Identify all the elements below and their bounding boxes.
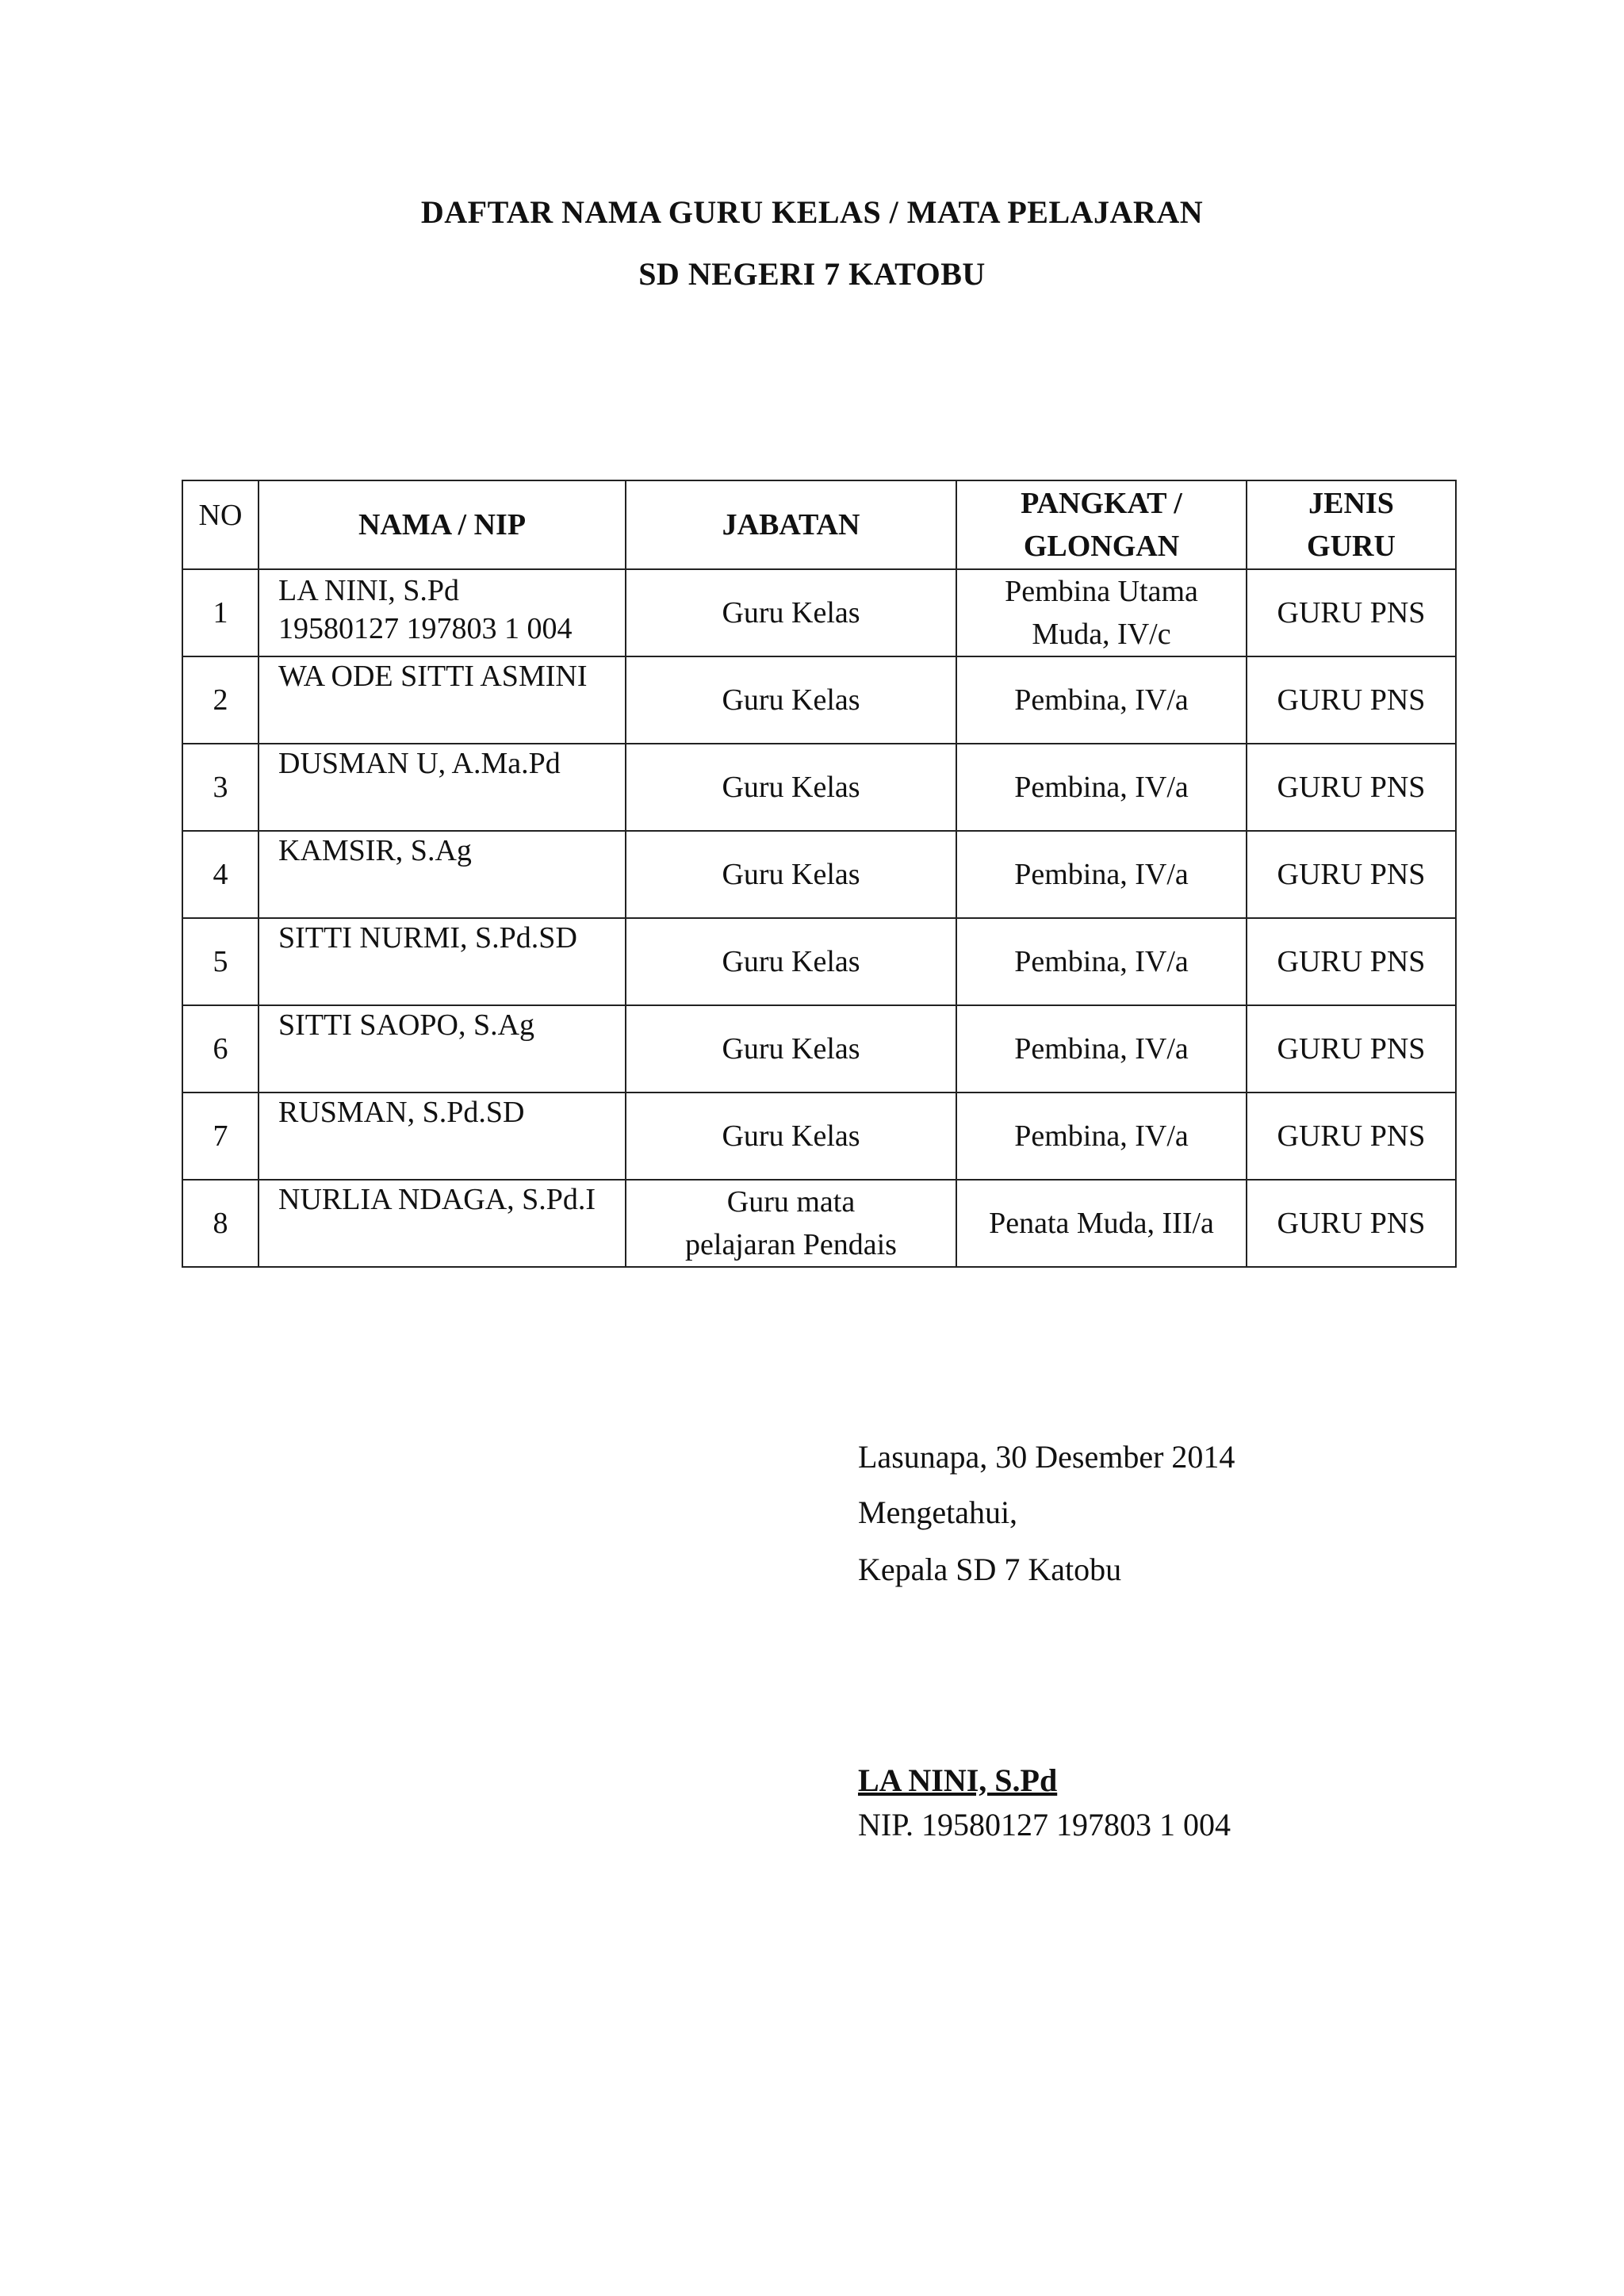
row-name: LA NINI, S.Pd — [278, 574, 460, 607]
row-type: GURU PNS — [1247, 918, 1456, 1005]
row-rank: Pembina, IV/a — [956, 918, 1247, 1005]
acknowledged-label: Mengetahui, — [858, 1494, 1018, 1530]
table-row — [182, 1093, 1456, 1180]
row-name-cell — [259, 1005, 626, 1093]
table-row — [182, 569, 1456, 656]
principal-title: Kepala SD 7 Katobu — [858, 1552, 1122, 1587]
header-name: NAMA / NIP — [259, 480, 626, 569]
row-name-cell — [259, 918, 626, 1005]
row-rank-line1: Pembina Utama — [1005, 575, 1198, 608]
row-type: GURU PNS — [1247, 1093, 1456, 1180]
row-position — [626, 569, 956, 656]
row-position: Guru Kelas — [626, 918, 956, 1005]
document-title: DAFTAR NAMA GURU KELAS / MATA PELAJARAN — [420, 194, 1204, 230]
row-type: GURU PNS — [1247, 1180, 1456, 1267]
row-name-cell — [259, 831, 626, 918]
row-nip: 19580127 197803 1 004 — [278, 612, 573, 645]
row-type: GURU PNS — [1247, 569, 1456, 656]
row-rank: Pembina, IV/a — [956, 744, 1247, 831]
table-row — [182, 918, 1456, 1005]
row-position — [626, 1180, 956, 1267]
row-position: Guru Kelas — [626, 744, 956, 831]
row-type: GURU PNS — [1247, 1005, 1456, 1093]
table-row — [182, 1005, 1456, 1093]
row-no: 4 — [182, 831, 259, 918]
row-name: KAMSIR, S.Ag — [278, 834, 472, 867]
row-rank-line2: Muda, IV/c — [1032, 618, 1171, 651]
row-name: DUSMAN U, A.Ma.Pd — [278, 747, 561, 780]
row-position: Guru Kelas — [626, 1093, 956, 1180]
header-rank-line1: PANGKAT / — [1021, 487, 1182, 520]
row-name: SITTI SAOPO, S.Ag — [278, 1008, 535, 1042]
row-type: GURU PNS — [1247, 744, 1456, 831]
row-name: WA ODE SITTI ASMINI — [278, 660, 588, 693]
header-type-line1: JENIS — [1308, 487, 1394, 520]
row-rank: Penata Muda, III/a — [956, 1180, 1247, 1267]
table-row — [182, 1180, 1456, 1267]
row-rank — [956, 569, 1247, 656]
row-no: 8 — [182, 1180, 259, 1267]
row-name: NURLIA NDAGA, S.Pd.I — [278, 1183, 596, 1216]
row-no: 6 — [182, 1005, 259, 1093]
table-header-row — [182, 480, 1456, 569]
row-position-line1: Guru mata — [726, 1185, 856, 1219]
table-row — [182, 831, 1456, 918]
header-rank — [956, 480, 1247, 569]
place-date: Lasunapa, 30 Desember 2014 — [858, 1439, 1235, 1475]
row-position-line1: Guru Kelas — [722, 596, 860, 629]
header-type-line2: GURU — [1307, 530, 1396, 563]
row-name-cell — [259, 1180, 626, 1267]
row-name: RUSMAN, S.Pd.SD — [278, 1096, 525, 1129]
teacher-table — [182, 480, 1457, 1268]
row-position: Guru Kelas — [626, 831, 956, 918]
row-position-line2: pelajaran Pendais — [685, 1228, 897, 1261]
table-row — [182, 744, 1456, 831]
row-no: 7 — [182, 1093, 259, 1180]
row-name-cell — [259, 569, 626, 656]
row-rank: Pembina, IV/a — [956, 656, 1247, 744]
row-rank: Pembina, IV/a — [956, 1093, 1247, 1180]
signer-name: LA NINI, S.Pd — [858, 1762, 1058, 1798]
row-name-cell — [259, 656, 626, 744]
signer-nip: NIP. 19580127 197803 1 004 — [858, 1807, 1231, 1843]
header-type — [1247, 480, 1456, 569]
row-rank: Pembina, IV/a — [956, 1005, 1247, 1093]
row-no: 2 — [182, 656, 259, 744]
row-no: 5 — [182, 918, 259, 1005]
row-position: Guru Kelas — [626, 656, 956, 744]
row-name: SITTI NURMI, S.Pd.SD — [278, 921, 577, 955]
row-position: Guru Kelas — [626, 1005, 956, 1093]
row-name-cell — [259, 744, 626, 831]
row-type: GURU PNS — [1247, 831, 1456, 918]
table-row — [182, 656, 1456, 744]
school-name: SD NEGERI 7 KATOBU — [638, 256, 986, 292]
header-no: NO — [182, 480, 259, 569]
header-position: JABATAN — [626, 480, 956, 569]
header-rank-line2: GLONGAN — [1023, 530, 1180, 563]
row-rank: Pembina, IV/a — [956, 831, 1247, 918]
row-no: 3 — [182, 744, 259, 831]
row-no: 1 — [182, 569, 259, 656]
row-name-cell — [259, 1093, 626, 1180]
row-type: GURU PNS — [1247, 656, 1456, 744]
